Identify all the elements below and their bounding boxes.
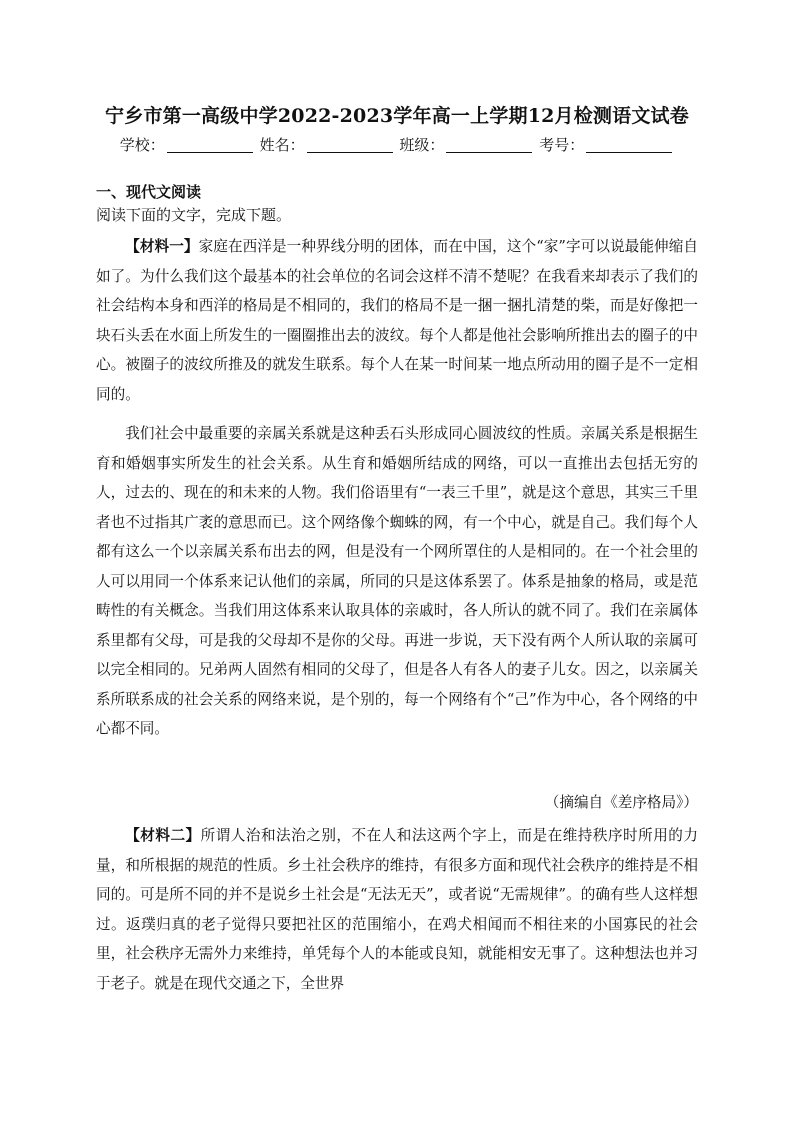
name-label: 姓名： [259,136,305,154]
exam-title: 宁乡市第一高级中学2022-2023学年高一上学期12月检测语文试卷 [105,105,689,127]
school-blank[interactable] [167,137,253,153]
reading-instruction: 阅读下面的文字，完成下题。 [96,206,292,224]
material2-label: 【材料二】 [125,827,201,844]
material1-label: 【材料一】 [125,238,199,255]
section-heading: 一、现代文阅读 [96,183,202,201]
class-blank[interactable] [446,137,532,153]
material1-paragraph2: 我们社会中最重要的亲属关系就是这种丢石头形成同心圆波纹的性质。亲属关系是根据生育和婚姻事实所发生的社会关系。从生育和婚姻所结成的网络，可以一直推出去包括无穷的人，过去的、现在的和未来的人物。我们俗语里有“一表三千里”，就是这个意思，其实三千里者也不过指其广袤的意思而已。这个网络像个蜘蛛的网，有一个中心，就是自己。我们每个人都有这么一个以亲属关系布出去的网，但是没有一个网所罩住的人是相同的。在一个社会里的人可以用同一个体系来记认他们的亲属，所同的只是这体系罢了。体系是抽象的格局，或是范畴性的有关概念。当我们用这体系来认取具体的亲戚时，各人所认的就不同了。我们在亲属体系里都有父母，可是我的父母却不是你的父母。再进一步说，天下没有两个人所认取的亲属可以完全相同的。兄弟两人固然有相同的父母了，但是各人有各人的妻子儿女。因之，以亲属关系所联系成的社会关系的网络来说，是个别的，每一个网络有个“己”作为中心，各个网络的中心都不同。 [96,425,698,737]
student-info-row [0,134,794,156]
material1-para1-text: 家庭在西洋是一种界线分明的团体，而在中国，这个“家”字可以说最能伸缩自如了。为什么我们这个最基本的社会单位的名词会这样不清不楚呢？在我看来却表示了我们的社会结构本身和西洋的格局是不相同的，我们的格局不是一捆一捆扎清楚的柴，而是好像把一块石头丢在水面上所发生的一圈圈推出去的波纹。每个人都是他社会影响所推出去的圈子的中心。被圈子的波纹所推及的就发生联系。每个人在某一时间某一地点所动用的圈子是不一定相同的。 [96,238,698,403]
name-blank[interactable] [307,137,393,153]
school-label: 学校： [119,136,165,154]
material1-paragraph1 [96,232,698,409]
material2-para1-text: 所谓人治和法治之别，不在人和法这两个字上，而是在维持秩序时所用的力量，和所根据的规范的性质。乡土社会秩序的维持，有很多方面和现代社会秩序的维持是不相同的。可是所不同的并不是说乡土社会是“无法无天”，或者说“无需规律”。的确有些人这样想过。返璞归真的老子觉得只要把社区的范围缩小，在鸡犬相闻而不相往来的小国寡民的社会里，社会秩序无需外力来维持，单凭每个人的本能或良知，就能相安无事了。这种想法也并习于老子。就是在现代交通之下，全世界 [96,827,698,992]
number-blank[interactable] [586,137,672,153]
class-label: 班级： [399,136,445,154]
material2-paragraph1 [96,821,698,998]
number-label: 考号： [539,136,585,154]
material1-source: （摘编自《差序格局》） [544,794,698,811]
